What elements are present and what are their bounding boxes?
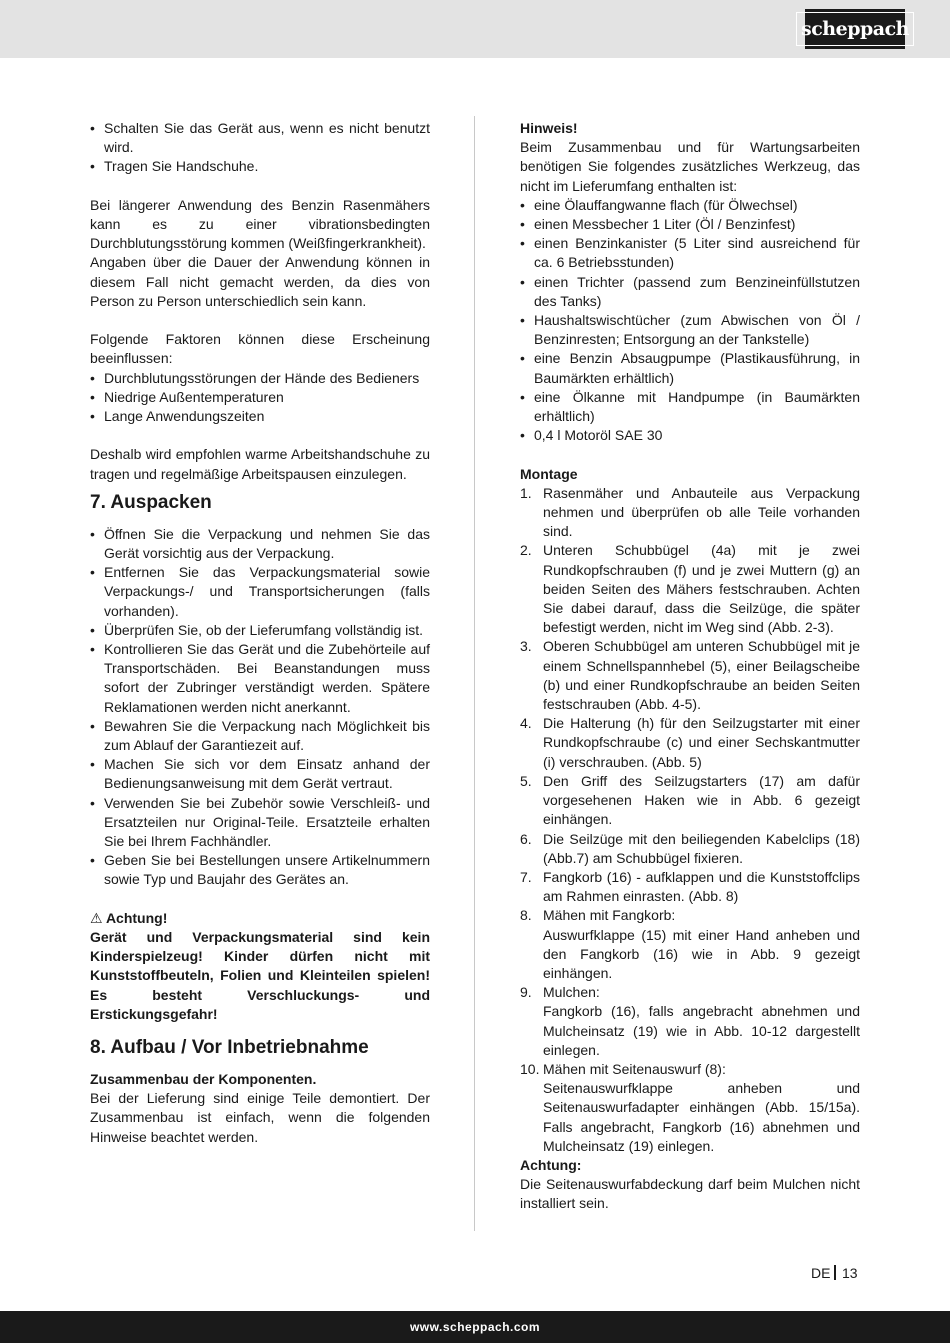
list-item: 2. Unteren Schubbügel (4a) mit je zwei Rundkopfschrauben (f) und je zwei Muttern (g) an beiden Seiten des Mähers festschrauben. Achten Sie dabei darauf, dass die Seilzüge, die später befestigt werden, nicht im Weg sind (Abb. 2-3).: [520, 542, 860, 636]
warning-heading: [90, 909, 430, 928]
warning-title: Achtung!: [105, 909, 168, 926]
warning-triangle-icon: ⚠: [90, 909, 103, 926]
column-divider: [474, 116, 475, 1231]
list-item: • Lange Anwendungszeiten: [90, 407, 430, 426]
language-code: DE: [811, 1265, 831, 1281]
list-item: 4. Die Halterung (h) für den Seilzugstarter mit einer Rundkopfschraube (c) und einer Sechskantmutter (i) verschrauben. (Abb. 5): [520, 715, 860, 770]
list-item: 3. Oberen Schubbügel am unteren Schubbügel mit je einem Schnellspannhebel (5), einer Beilagscheibe (b) und einer Rundkopfschraube an beiden Seiten festschrauben (Abb. 4-5).: [520, 638, 860, 713]
assembly-text: Bei der Lieferung sind einige Teile demontiert. Der Zusammenbau ist einfach, wenn die folgenden Hinweise beachtet werden.: [90, 1090, 430, 1145]
website-url: www.scheppach.com: [409, 1320, 541, 1334]
note-title: Achtung:: [520, 1156, 582, 1173]
duration-paragraph: Angaben über die Dauer der Anwendung können in diesem Fall nicht gemacht werden, da dies von Person zu Person unterschiedlich sein kann.: [90, 254, 430, 309]
intro-bullet-list: [90, 119, 430, 177]
list-item: • Machen Sie sich vor dem Einsatz anhand der Bedienungsanweisung mit dem Gerät vertraut.: [90, 755, 430, 793]
list-item: • Schalten Sie das Gerät aus, wenn es nicht benutzt wird.: [90, 119, 430, 157]
page-number: [811, 1264, 858, 1283]
section-7-heading: 7. Auspacken: [90, 491, 212, 513]
brand-logo-text: scheppach: [796, 12, 914, 46]
warning-text: Gerät und Verpackungsmaterial sind kein Kinderspielzeug! Kinder dürfen nicht mit Kunststoffbeuteln, Folien und Kleinteilen spielen! Es besteht Verschluckungs- und Erstickungsgefahr!: [90, 929, 430, 1022]
unpacking-list: [90, 525, 430, 890]
list-item: 6. Die Seilzüge mit den beiliegenden Kabelclips (18) (Abb.7) am Schubbügel fixieren.: [520, 830, 860, 866]
list-item: • eine Ölauffangwanne flach (für Ölwechsel): [520, 196, 860, 215]
list-item: • Bewahren Sie die Verpackung nach Möglichkeit bis zum Ablauf der Garantiezeit auf.: [90, 717, 430, 755]
list-item: • Haushaltswischtücher (zum Abwischen von Öl / Benzinresten; Entsorgung an der Tankstelle): [520, 311, 860, 349]
list-item: 1. Rasenmäher und Anbauteile aus Verpackung nehmen und überprüfen ob alle Teile vorhanden sind.: [520, 484, 860, 540]
list-item: • Überprüfen Sie, ob der Lieferumfang vollständig ist.: [90, 621, 430, 640]
list-item: • Tragen Sie Handschuhe.: [90, 157, 430, 176]
list-item: 5. Den Griff des Seilzugstarters (17) am dafür vorgesehenen Haken wie in Abb. 6 gezeigt einhängen.: [520, 772, 860, 828]
page-header: [0, 0, 950, 58]
list-item: • eine Ölkanne mit Handpumpe (in Baumärkten erhältlich): [520, 388, 860, 426]
right-column: [520, 119, 860, 1214]
factors-intro: Folgende Faktoren können diese Erscheinung beeinflussen:: [90, 331, 430, 367]
montage-steps: [520, 484, 860, 1156]
vibration-paragraph: Bei längerer Anwendung des Benzin Rasenmähers kann es zu einer vibrationsbedingten Durchblutungsstörung kommen (Weißfingerkrankheit).: [90, 196, 430, 252]
list-item: 10. Mähen mit Seitenauswurf (8): Seitenauswurfklappe anheben und Seitenauswurfadapter einhängen (Abb. 15/15a). Falls angebracht, Fangkorb (16) abnehmen und Mulcheinsatz (19) einlegen.: [520, 1060, 860, 1154]
list-item: • eine Benzin Absaugpumpe (Plastikausführung, in Baumärkten erhältlich): [520, 349, 860, 387]
list-item: 8. Mähen mit Fangkorb: Auswurfklappe (15) mit einer Hand anheben und den Fangkorb (16) wie in Abb. 9 gezeigt einhängen.: [520, 907, 860, 981]
assembly-title: Zusammenbau der Komponenten.: [90, 1071, 317, 1088]
list-item: • Öffnen Sie die Verpackung und nehmen Sie das Gerät vorsichtig aus der Verpackung.: [90, 525, 430, 563]
note-text: Die Seitenauswurfabdeckung darf beim Mulchen nicht installiert sein.: [520, 1176, 860, 1212]
list-item: • 0,4 l Motoröl SAE 30: [520, 426, 860, 445]
page-footer: [0, 1311, 950, 1343]
brand-logo: [801, 9, 909, 49]
factors-list: [90, 369, 430, 427]
list-item: • Durchblutungsstörungen der Hände des Bedieners: [90, 369, 430, 388]
list-item: • einen Benzinkanister (5 Liter sind ausreichend für ca. 6 Betriebsstunden): [520, 234, 860, 272]
list-item: • Verwenden Sie bei Zubehör sowie Verschleiß- und Ersatzteilen nur Original-Teile. Ersatzteile erhalten Sie bei Ihrem Fachhändler.: [90, 794, 430, 852]
list-item: 7. Fangkorb (16) - aufklappen und die Kunststoffclips am Rahmen einrasten. (Abb. 8): [520, 868, 860, 905]
list-item: 9. Mulchen: Fangkorb (16), falls angebracht abnehmen und Mulcheinsatz (19) wie in Abb. 10-12 dargestellt einlegen.: [520, 984, 860, 1058]
list-item: • Entfernen Sie das Verpackungsmaterial sowie Verpackungs-/ und Transportsicherungen (falls vorhanden).: [90, 563, 430, 621]
list-item: • einen Trichter (passend zum Benzineinfüllstutzen des Tanks): [520, 273, 860, 311]
hint-title: Hinweis!: [520, 120, 578, 136]
left-column: [90, 119, 430, 1147]
tools-list: [520, 196, 860, 446]
list-item: • Kontrollieren Sie das Gerät und die Zubehörteile auf Transportschäden. Bei Beanstandungen muss sofort der Zubringer verständigt werden. Spätere Reklamationen werden nicht anerkannt.: [90, 640, 430, 717]
page-number-value: 13: [841, 1265, 858, 1281]
hint-text: Beim Zusammenbau und für Wartungsarbeiten benötigen Sie folgendes zusätzliches Werkzeug, das nicht im Lieferumfang enthalten ist:: [520, 139, 860, 194]
list-item: • Geben Sie bei Bestellungen unsere Artikelnummern sowie Typ und Baujahr des Gerätes an.: [90, 851, 430, 889]
list-item: • Niedrige Außentemperaturen: [90, 388, 430, 407]
list-item: • einen Messbecher 1 Liter (Öl / Benzinfest): [520, 215, 860, 234]
section-8-heading: 8. Aufbau / Vor Inbetriebnahme: [90, 1037, 369, 1059]
recommendation-paragraph: Deshalb wird empfohlen warme Arbeitshandschuhe zu tragen und regelmäßige Arbeitspausen einzulegen.: [90, 446, 430, 482]
montage-title: Montage: [520, 465, 578, 482]
